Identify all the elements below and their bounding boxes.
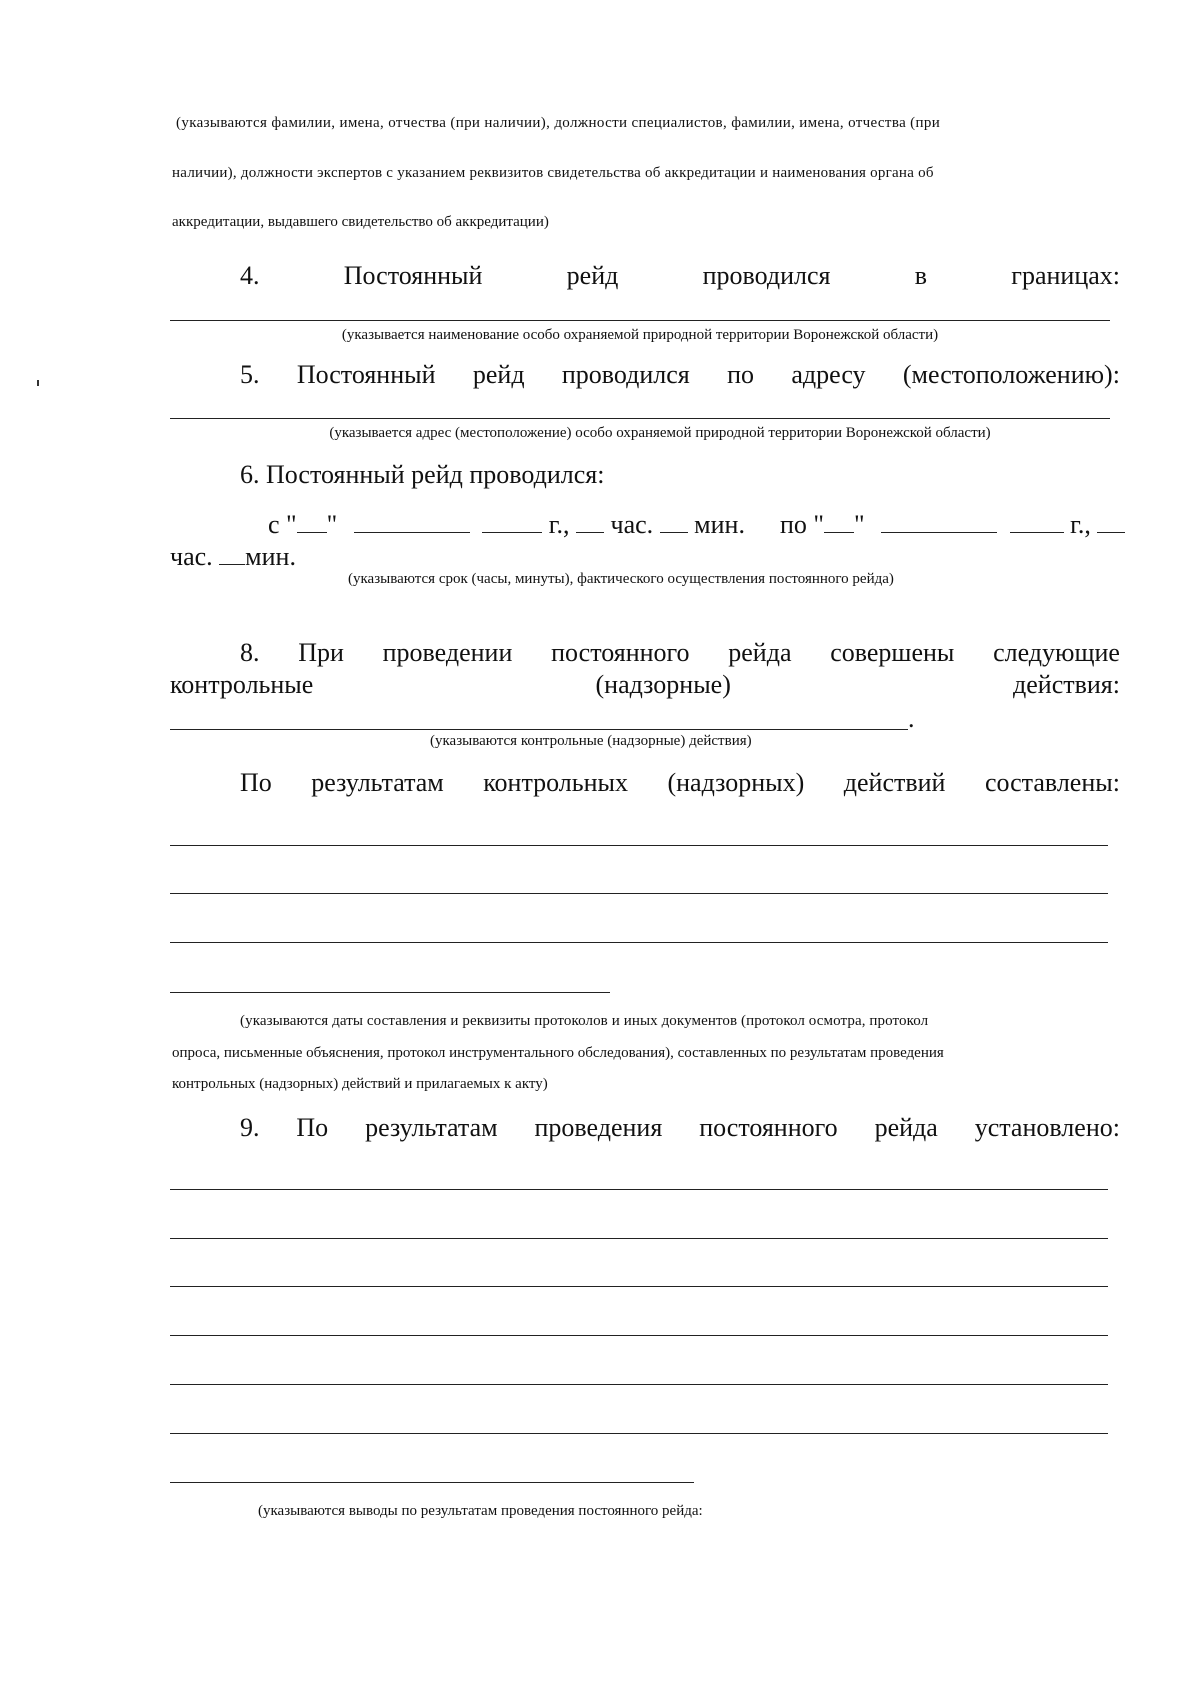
results-note-line2: опроса, письменные объяснения, протокол инструментального обследования), составленных по результатам проведения [172,1045,944,1061]
item5-word: рейд [472,360,525,389]
day-from-field[interactable] [297,531,327,533]
intro-note-line3: аккредитации, выдавшего свидетельство об аккредитации) [172,214,549,230]
item9-heading [240,1115,1120,1141]
month-to-field[interactable] [881,531,997,533]
item8-fill-line[interactable] [170,729,908,730]
month-from-field[interactable] [354,531,470,533]
conclusions-fill-line[interactable] [170,1238,1108,1239]
quote-mark: " [326,510,338,539]
min-label: мин. [694,510,745,539]
intro-note-line1: (указываются фамилии, имена, отчества (при наличии), должности специалистов, фамилии, имена, отчества (при [176,115,941,131]
quote-mark: " [853,510,865,539]
year-label: г., [548,510,570,539]
item4-word: Постоянный [343,261,483,290]
results-fill-line-short[interactable] [170,992,610,993]
min2-label: мин. [245,542,296,571]
item5-fill-line[interactable] [170,418,1110,419]
item4-fill-line[interactable] [170,320,1110,321]
item6-note: (указываются срок (часы, минуты), фактического осуществления постоянного рейда) [348,571,894,587]
results-fill-line[interactable] [170,942,1108,943]
item6-to-label: по " [779,510,824,539]
results-word: По [240,768,272,797]
item8-word: При [298,638,344,667]
min-from-field[interactable] [660,531,688,533]
item8-word: следующие [993,638,1120,667]
item8-word: совершены [830,638,955,667]
item9-word: результатам [365,1113,498,1142]
item6-from-label: с " [268,510,297,539]
intro-note-line2: наличии), должности экспертов с указанием реквизитов свидетельства об аккредитации и наименования органа об [172,165,934,181]
results-note-line1: (указываются даты составления и реквизиты протоколов и иных документов (протокол осмотра, протокол [240,1013,929,1029]
item6-continuation [170,544,296,570]
item6-title: 6. Постоянный рейд проводился: [240,460,605,489]
item9-word: рейда [874,1113,938,1142]
item9-word: установлено: [974,1113,1120,1142]
hour-to-field[interactable] [1097,531,1125,533]
results-word: (надзорных) [667,768,805,797]
results-heading [240,770,1120,796]
item8-word: рейда [728,638,792,667]
item8-note: (указываются контрольные (надзорные) действия) [430,733,752,749]
item9-note: (указываются выводы по результатам проведения постоянного рейда: [258,1503,703,1519]
item8-word: (надзорные) [595,670,731,699]
conclusions-fill-line[interactable] [170,1433,1108,1434]
item8-word: контрольные [170,670,314,699]
item8-word: проведении [382,638,513,667]
item8-word: постоянного [551,638,690,667]
item4-heading [240,263,1120,289]
item9-word: постоянного [699,1113,838,1142]
year-to-field[interactable] [1010,531,1064,533]
item8-word: действия: [1013,670,1120,699]
year2-label: г., [1070,510,1091,539]
item5-word: по [727,360,755,389]
item9-word: По [296,1113,329,1142]
margin-mark [37,380,39,386]
day-to-field[interactable] [824,531,854,533]
conclusions-fill-line[interactable] [170,1384,1108,1385]
item4-note: (указывается наименование особо охраняемой природной территории Воронежской области) [341,327,939,343]
item4-word: рейд [566,261,619,290]
item8-period: . [908,704,915,733]
item8-word: 8. [240,638,260,667]
item8-heading-line1 [240,640,1120,666]
conclusions-fill-line[interactable] [170,1335,1108,1336]
hour-from-field[interactable] [576,531,604,533]
results-word: результатам [311,768,444,797]
item5-word: Постоянный [296,360,436,389]
item5-heading [240,362,1120,388]
item4-word: проводился [702,261,831,290]
results-fill-line[interactable] [170,893,1108,894]
year-from-field[interactable] [482,531,542,533]
results-word: действий [843,768,946,797]
item5-word: 5. [240,360,260,389]
results-note-line3: контрольных (надзорных) действий и прилагаемых к акту) [172,1076,548,1092]
item5-word: адресу [791,360,866,389]
item6-period-line [268,512,1120,538]
item5-note: (указывается адрес (местоположение) особо охраняемой природной территории Воронежской области) [329,425,991,441]
conclusions-fill-line-short[interactable] [170,1482,694,1483]
item5-word: (местоположению): [902,360,1120,389]
conclusions-fill-line[interactable] [170,1189,1108,1190]
item5-word: проводился [561,360,690,389]
results-fill-line[interactable] [170,845,1108,846]
hour-label: час. [610,510,654,539]
min-to-field[interactable] [219,563,245,565]
item4-word: 4. [240,261,260,290]
item9-word: проведения [534,1113,663,1142]
results-word: контрольных [483,768,629,797]
item9-word: 9. [240,1113,260,1142]
results-word: составлены: [984,768,1120,797]
hour2-label: час. [170,542,213,571]
item8-heading-line2 [170,672,1120,698]
item4-word: в [914,261,928,290]
conclusions-fill-line[interactable] [170,1286,1108,1287]
item4-word: границах: [1011,261,1120,290]
